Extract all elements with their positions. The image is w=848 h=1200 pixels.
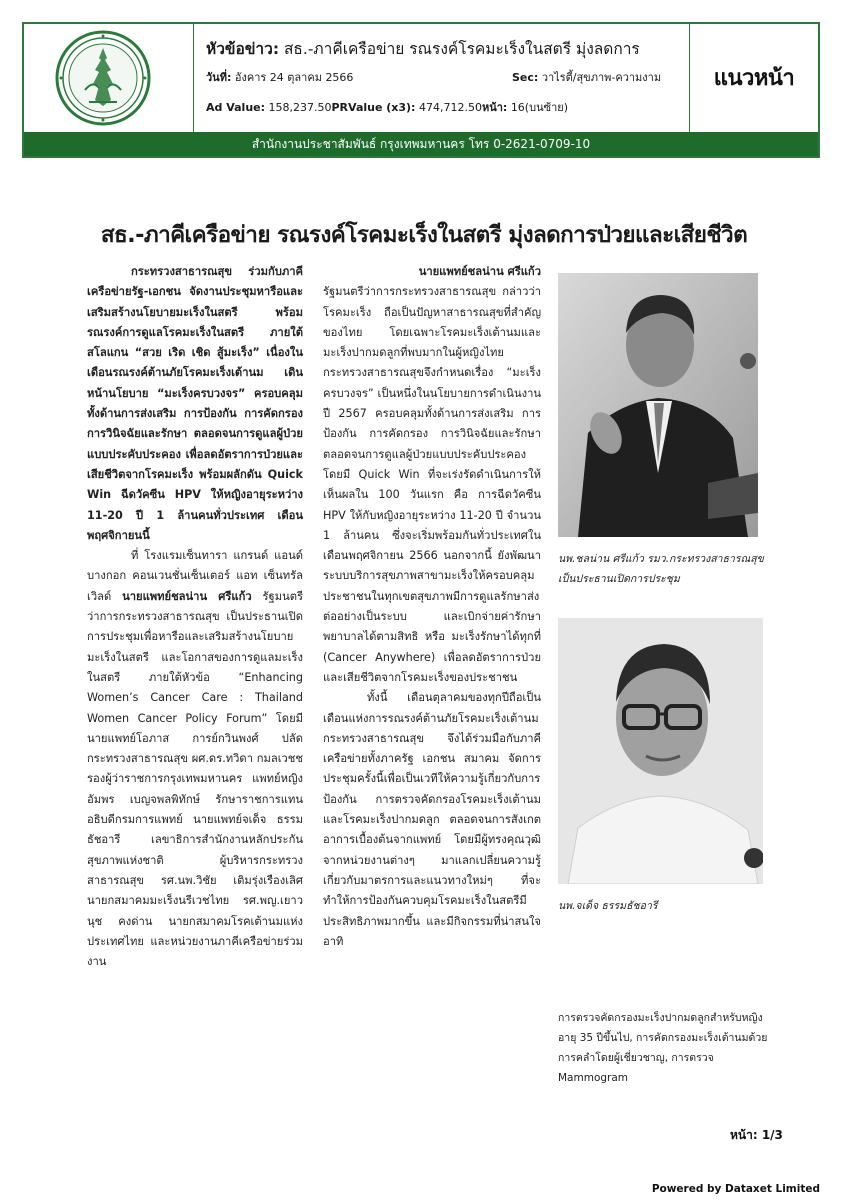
body-paragraph-1a: ที่ โรงแรมเซ็นทารา แกรนด์ แอนด์ บางกอก คอนเวนชั่นเซ็นเตอร์ แอท เซ็นทรัลเวิลด์	[87, 549, 303, 603]
body-paragraph-2: รัฐมนตรีว่าการกระทรวงสาธารณสุข กล่าวว่า โรคมะเร็ง ถือเป็นปัญหาสาธารณสุขที่สำคัญของไทย โดยเฉพาะโรคมะเร็งเต้านมและมะเร็งปากมดลูกที่พบมากในผู้หญิงไทย กระทรวงสาธารณสุขจึงกำหนดเรื่อง “มะเร็งครบวงจร” เป็นหนึ่งในนโยบายการดำเนินงานปี 2567 ครอบคลุมทั้งด้านการส่งเสริม การป้องกัน การคัดกรอง การวินิจฉัยและรักษา ตลอดจนการดูแลผู้ป่วยแบบประคับประคอง โดยมี Quick Win ที่จะเร่งรัดดำเนินการให้เห็นผลใน 100 วันแรก คือ การฉีดวัคซีน HPV ให้กับหญิงอายุระหว่าง 11-20 ปี จำนวน 1 ล้านคน ซึ่งจะเริ่มพร้อมกันทั่วประเทศในเดือนพฤศจิกายน 2566 นอกจากนี้ ยังพัฒนาระบบบริการสุขภาพสาขามะเร็งให้ครอบคลุมประชาชนในทุกเขตสุขภาพมีการดูแลรักษาส่งต่ออย่างเป็นระบบ และเบิกจ่ายค่ารักษาพยาบาลได้ตามสิทธิ หรือ มะเร็งรักษาได้ทุกที่ (Cancer Anywhere) เพื่อลดอัตราการป่วยและเสียชีวิตจากโรคมะเร็งของประชาชน	[323, 285, 541, 684]
powered-by-text: Powered by Dataxet Limited	[651, 1183, 820, 1195]
clipping-header	[22, 22, 820, 158]
headline-value: สธ.-ภาคีเครือข่าย รณรงค์โรคมะเร็งในสตรี มุ่งลดการ	[283, 40, 640, 58]
section-row	[512, 68, 661, 86]
ad-value-label: Ad Value:	[206, 101, 266, 114]
body-paragraph-1b: รัฐมนตรีว่าการกระทรวงสาธารณสุข เป็นประธานเปิดการประชุมเพื่อหารือและเสริมสร้างนโยบายมะเร็งในสตรี และโอกาสของการดูแลมะเร็งในสตรี ภายใต้หัวข้อ “Enhancing Women’s Cancer Care : Thailand Women Cancer Policy Forum” โดยมี นายแพทย์โอภาส การย์กวินพงศ์ ปลัดกระทรวงสาธารณสุข ผศ.ดร.ทวิดา กมลเวชช รองผู้ว่าราชการกรุงเทพมหานคร แพทย์หญิงอัมพร เบญจพลพิทักษ์ รักษาราชการแทนอธิบดีกรมการแพทย์ นายแพทย์จเด็จ ธรรมธัชอารี เลขาธิการสำนักงานหลักประกันสุขภาพแห่งชาติ ผู้บริหารกระทรวงสาธารณสุข รศ.นพ.วิชัย เติมรุ่งเรืองเลิศ นายกสมาคมมะเร็งนรีเวชไทย รศ.พญ.เยาวนุช คงด่าน นายกสมาคมโรคเต้านมแห่งประเทศไทย และหน่วยงานภาคีเครือข่ายร่วมงาน	[87, 589, 303, 969]
logo-cell	[24, 24, 194, 132]
page-value: 16(บนซ้าย)	[510, 101, 568, 114]
date-row	[206, 68, 353, 86]
headline-label: หัวข้อข่าว:	[206, 40, 280, 58]
date-label: วันที่:	[206, 71, 232, 84]
ad-value: 158,237.50	[268, 101, 332, 114]
date-value: อังคาร 24 ตุลาคม 2566	[234, 71, 354, 84]
photo-minister-speaking	[558, 273, 758, 537]
photo-caption-3: การตรวจคัดกรองมะเร็งปากมดลูกสำหรับหญิงอายุ 35 ปีขึ้นไป, การคัดกรองมะเร็งเต้านมด้วยการคลำโดยผู้เชี่ยวชาญ, การตรวจ Mammogram	[558, 1012, 768, 1084]
photo-caption-1: นพ.ชลน่าน ศรีแก้ว รมว.กระทรวงสาธารณสุข เป็นประธานเปิดการประชุม	[558, 553, 764, 585]
pr-value-label: PRValue (x3):	[331, 101, 416, 114]
minister-name-heading: นายแพทย์ชลน่าน ศรีแก้ว	[418, 265, 541, 278]
minister-name-bold: นายแพทย์ชลน่าน ศรีแก้ว	[122, 589, 252, 603]
pr-value: 474,712.50	[418, 101, 482, 114]
ad-value-row	[206, 98, 568, 116]
page-label: หน้า:	[481, 101, 508, 114]
photo-caption-2: นพ.จเด็จ ธรรมธัชอารี	[558, 900, 658, 912]
body-paragraph-3: ทั้งนี้ เดือนตุลาคมของทุกปีถือเป็นเดือนแห่งการรณรงค์ต้านภัยโรคมะเร็งเต้านม กระทรวงสาธารณสุข จึงได้ร่วมมือกับภาคีเครือข่ายทั้งภาครัฐ เอกชน สมาคม จัดการประชุมครั้งนี้เพื่อเป็นเวทีให้ความรู้เกี่ยวกับการป้องกัน การตรวจคัดกรองโรคมะเร็งเต้านม และโรคมะเร็งปากมดลูก ตลอดจนการสังเกตอาการเบื้องต้นจากแพทย์ โดยมีผู้ทรงคุณวุฒิจากหน่วยงานต่างๆ มาแลกเปลี่ยนความรู้เกี่ยวกับมาตรการและแนวทางใหม่ๆ ที่จะทำให้การป้องกันควบคุมโรคมะเร็งในสตรีมีประสิทธิภาพมากขึ้น และมีกิจกรรมที่น่าสนใจ อาทิ	[323, 691, 541, 948]
header-footer-band: สำนักงานประชาสัมพันธ์ กรุงเทพมหานคร โทร 0-2621-0709-10	[24, 132, 818, 156]
meta-info-cell	[194, 24, 690, 132]
headline-row	[206, 36, 686, 61]
publication-cell	[690, 24, 818, 132]
sec-value: วาไรตี้/สุขภาพ-ความงาม	[541, 71, 662, 84]
article-title: สธ.-ภาคีเครือข่าย รณรงค์โรคมะเร็งในสตรี มุ่งลดการป่วยและเสียชีวิต	[100, 222, 748, 248]
page-indicator: หน้า: 1/3	[730, 1128, 783, 1142]
publication-name: แนวหน้า	[713, 66, 795, 91]
sec-label: Sec:	[512, 71, 539, 84]
lead-paragraph: กระทรวงสาธารณสุข ร่วมกับภาคีเครือข่ายรัฐ-เอกชน จัดงานประชุมหารือและเสริมสร้างนโยบายมะเร็งในสตรี พร้อมรณรงค์การดูแลโรคมะเร็งในสตรี ภายใต้สโลแกน “สวย เริด เชิด สู้มะเร็ง” เนื่องในเดือนรณรงค์ต้านภัยโรคมะเร็งเต้านม เดินหน้านโยบาย “มะเร็งครบวงจร” ครอบคลุมทั้งด้านการส่งเสริม การป้องกัน การคัดกรอง การวินิจฉัยและรักษา ตลอดจนการดูแลผู้ป่วยแบบประคับประคอง เพื่อลดอัตราการป่วยและเสียชีวิตจากโรคมะเร็ง พร้อมผลักดัน Quick Win ฉีดวัคซีน HPV ให้หญิงอายุระหว่าง 11-20 ปี 1 ล้านคนทั่วประเทศ เดือนพฤศจิกายนนี้	[87, 265, 303, 542]
bangkok-seal-logo	[55, 30, 151, 126]
article-column-1	[87, 262, 303, 972]
article-column-2	[323, 262, 541, 952]
body-paragraph-1	[87, 546, 303, 972]
photo-nhso-secretary	[558, 618, 763, 884]
